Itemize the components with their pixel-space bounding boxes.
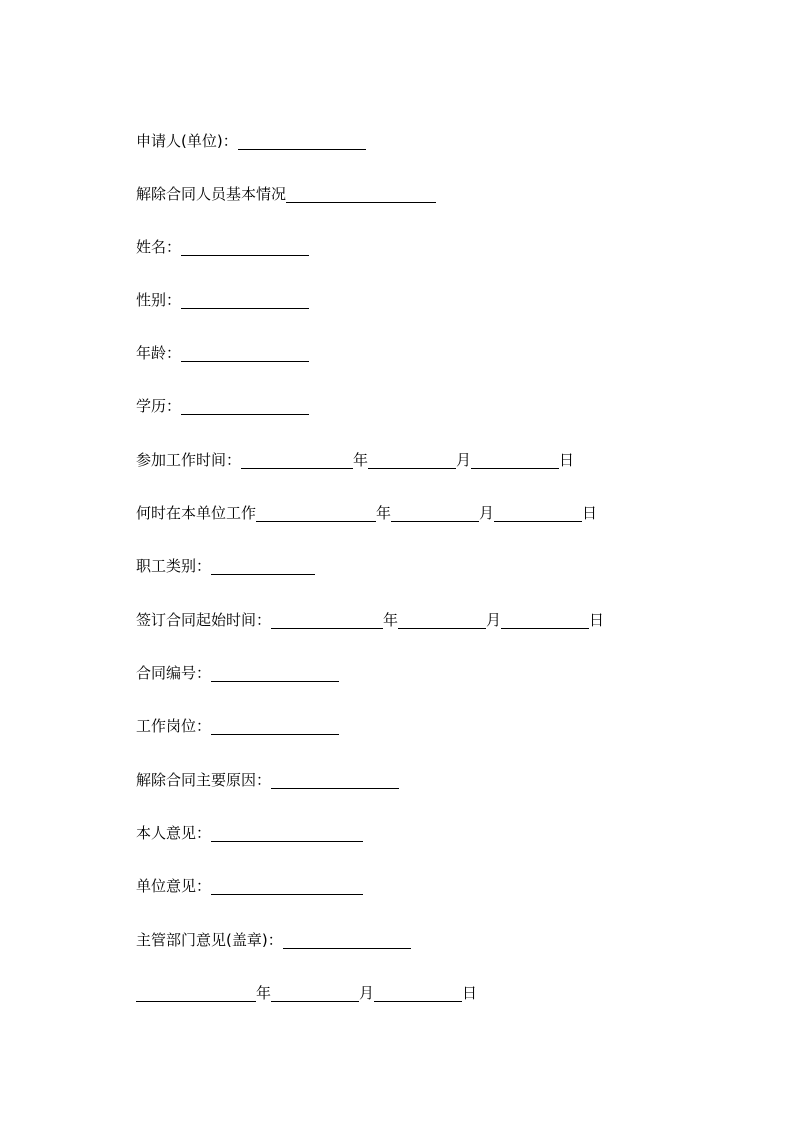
unit-opinion-label: 单位意见： [136,877,212,895]
contract-number-blank[interactable] [211,665,339,682]
day-unit: 日 [462,984,478,1002]
applicant-label: 申请人(单位)： [136,132,238,150]
age-blank[interactable] [181,345,309,362]
termination-reason-line [136,769,399,791]
unit-work-year-blank[interactable] [256,505,376,522]
contract-start-day-blank[interactable] [501,612,589,629]
work-start-month-blank[interactable] [368,452,456,469]
applicant-blank[interactable] [238,133,366,150]
work-start-label: 参加工作时间： [136,451,242,469]
name-label: 姓名： [136,238,182,256]
contract-start-year-blank[interactable] [271,612,383,629]
contract-number-line [136,662,339,684]
basic-info-blank[interactable] [286,186,436,203]
contract-start-line [136,609,604,631]
personal-opinion-label: 本人意见： [136,824,212,842]
day-unit: 日 [589,611,605,629]
basic-info-line [136,183,436,205]
name-blank[interactable] [181,239,309,256]
staff-type-label: 职工类别： [136,557,212,575]
personal-opinion-blank[interactable] [211,825,363,842]
final-year-blank[interactable] [136,985,256,1002]
supervisor-opinion-line [136,929,411,951]
month-unit: 月 [359,984,375,1002]
contract-start-label: 签订合同起始时间： [136,611,272,629]
personal-opinion-line [136,822,363,844]
basic-info-label: 解除合同人员基本情况 [136,185,287,203]
day-unit: 日 [582,504,598,522]
name-line [136,236,309,258]
education-line [136,395,309,417]
unit-work-day-blank[interactable] [494,505,582,522]
unit-opinion-line [136,875,363,897]
age-line [136,342,309,364]
year-unit: 年 [353,451,369,469]
month-unit: 月 [486,611,502,629]
unit-work-line [136,502,597,524]
work-start-year-blank[interactable] [241,452,353,469]
unit-work-label: 何时在本单位工作 [136,504,257,522]
contract-start-month-blank[interactable] [398,612,486,629]
job-position-line [136,715,339,737]
work-start-day-blank[interactable] [471,452,559,469]
work-start-line [136,449,574,471]
month-unit: 月 [456,451,472,469]
education-blank[interactable] [181,398,309,415]
year-unit: 年 [256,984,272,1002]
year-unit: 年 [376,504,392,522]
staff-type-line [136,555,315,577]
staff-type-blank[interactable] [211,558,315,575]
termination-reason-label: 解除合同主要原因： [136,771,272,789]
year-unit: 年 [383,611,399,629]
unit-work-month-blank[interactable] [391,505,479,522]
termination-reason-blank[interactable] [271,772,399,789]
unit-opinion-blank[interactable] [211,878,363,895]
final-month-blank[interactable] [271,985,359,1002]
gender-label: 性别： [136,291,182,309]
supervisor-opinion-label: 主管部门意见(盖章)： [136,931,283,949]
job-position-label: 工作岗位： [136,717,212,735]
final-date-line [136,982,477,1004]
gender-line [136,289,309,311]
month-unit: 月 [479,504,495,522]
final-day-blank[interactable] [374,985,462,1002]
gender-blank[interactable] [181,292,309,309]
job-position-blank[interactable] [211,718,339,735]
applicant-line [136,130,366,152]
day-unit: 日 [559,451,575,469]
age-label: 年龄： [136,344,182,362]
contract-number-label: 合同编号： [136,664,212,682]
supervisor-opinion-blank[interactable] [283,932,411,949]
education-label: 学历： [136,397,182,415]
